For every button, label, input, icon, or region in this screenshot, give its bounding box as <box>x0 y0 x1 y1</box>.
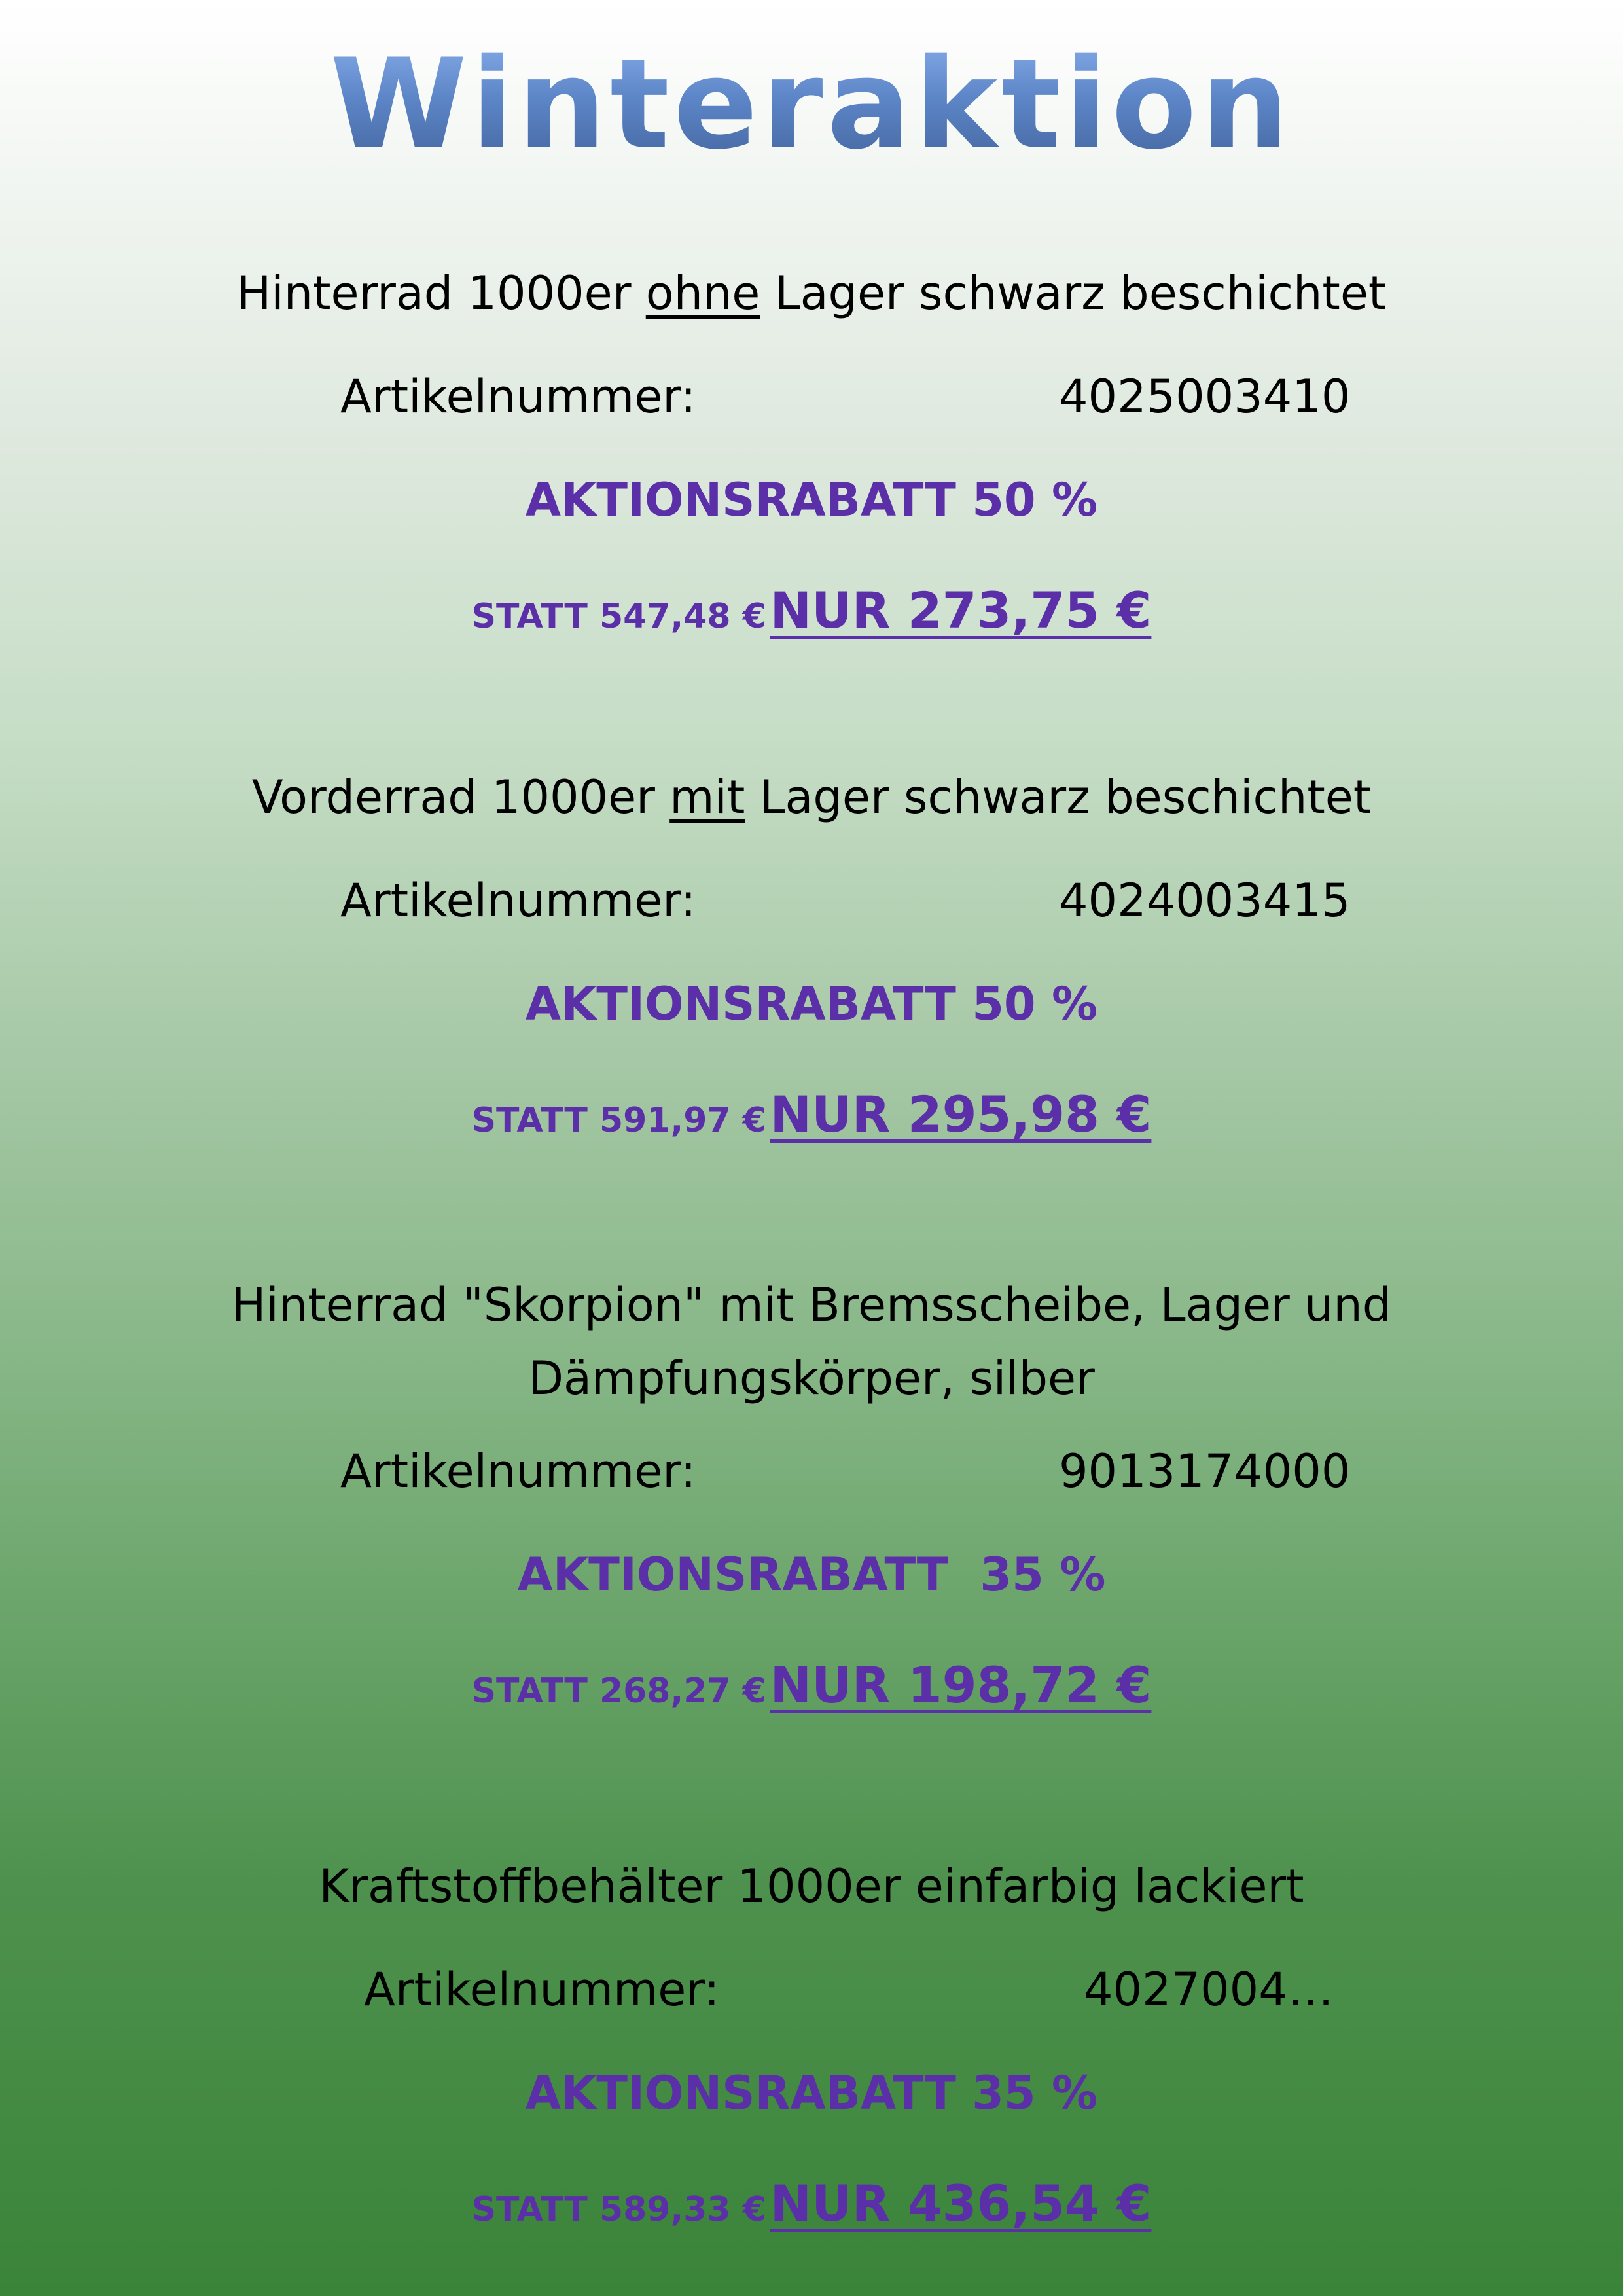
offer-item-1 <box>0 257 1623 660</box>
price-row <box>0 1649 1623 1735</box>
old-price: STATT 268,27 € <box>471 1672 766 1711</box>
product-name-part: Vorderrad 1000er <box>251 770 670 824</box>
article-number-value: 4025003410 <box>1059 370 1351 423</box>
product-name-emphasis: ohne <box>645 266 760 320</box>
article-number-row <box>0 1957 1623 2022</box>
product-name-line: Hinterrad "Skorpion" mit Bremsscheibe, Lager und <box>231 1278 1392 1332</box>
article-number-row <box>0 868 1623 933</box>
article-number-row <box>0 1439 1623 1504</box>
article-number-label: Artikelnummer: <box>340 370 696 423</box>
product-name-emphasis: mit <box>669 770 745 824</box>
old-price: STATT 591,97 € <box>471 1101 766 1140</box>
product-name <box>157 1268 1466 1415</box>
article-number-value: 4024003415 <box>1059 874 1351 927</box>
discount-label: AKTIONSRABATT 35 % <box>517 1548 1106 1602</box>
article-number-row <box>0 364 1623 429</box>
article-number-label: Artikelnummer: <box>364 1963 720 2017</box>
product-name: Kraftstoffbehälter 1000er einfarbig lackiert <box>319 1859 1304 1913</box>
product-name-line: Dämpfungskörper, silber <box>528 1352 1095 1405</box>
article-number-value: 4027004… <box>1084 1963 1334 2017</box>
offer-item-2 <box>0 761 1623 1164</box>
offer-item-4 <box>0 1850 1623 2253</box>
product-name-part: Hinterrad 1000er <box>236 266 646 320</box>
price-row <box>0 575 1623 660</box>
new-price: NUR 436,54 € <box>770 2174 1152 2233</box>
article-number-value: 9013174000 <box>1059 1444 1351 1498</box>
discount-label: AKTIONSRABATT 35 % <box>525 2066 1098 2120</box>
product-name-part: Lager schwarz beschichtet <box>745 770 1372 824</box>
article-number-label: Artikelnummer: <box>340 874 696 927</box>
discount-label: AKTIONSRABATT 50 % <box>525 977 1098 1031</box>
discount-label: AKTIONSRABATT 50 % <box>525 473 1098 527</box>
offer-item-3 <box>0 1268 1623 1735</box>
product-name-part: Lager schwarz beschichtet <box>760 266 1387 320</box>
price-row <box>0 2168 1623 2253</box>
new-price: NUR 295,98 € <box>770 1085 1152 1143</box>
product-name <box>157 761 1466 834</box>
old-price: STATT 589,33 € <box>471 2190 766 2229</box>
new-price: NUR 198,72 € <box>770 1656 1152 1714</box>
page-title: Winteraktion <box>0 26 1623 183</box>
product-name <box>157 257 1466 330</box>
article-number-label: Artikelnummer: <box>340 1444 696 1498</box>
price-row <box>0 1079 1623 1164</box>
old-price: STATT 547,48 € <box>471 597 766 636</box>
new-price: NUR 273,75 € <box>770 581 1152 639</box>
